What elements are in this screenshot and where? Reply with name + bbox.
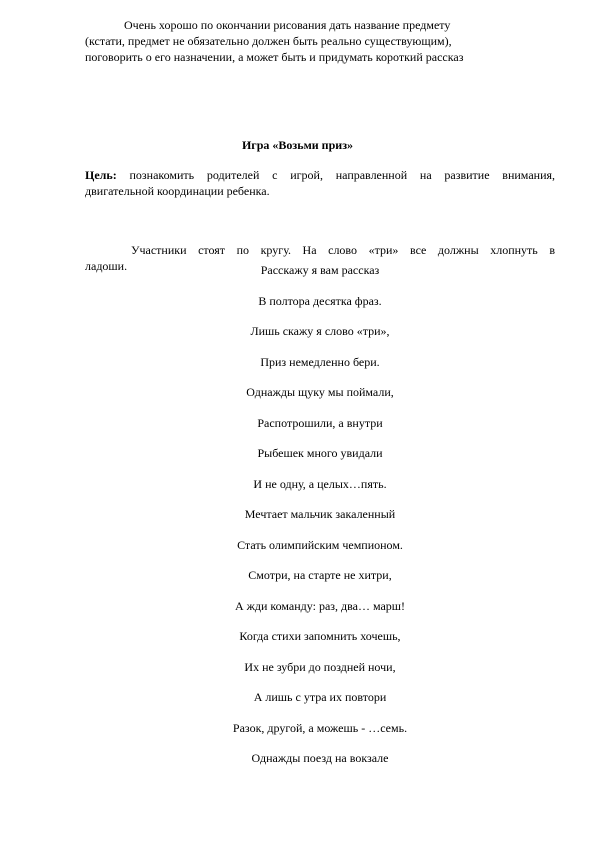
game-title: Игра «Возьми приз» [241, 138, 354, 152]
poem-line: Распотрошили, а внутри [257, 415, 383, 430]
rules-line: ладоши. [85, 259, 128, 273]
poem-line: Смотри, на старте не хитри, [248, 568, 392, 582]
goal-line [85, 167, 555, 183]
poem-line: И не одну, а целых…пять. [253, 476, 387, 491]
poem [0, 262, 595, 781]
goal-text: познакомить родителей с игрой, направленной на развитие внимания, [129, 168, 556, 182]
rules-line: Участники стоят по кругу. На слово «три» все должны хлопнуть в [131, 243, 555, 257]
goal-label: Цель: [85, 168, 117, 182]
poem-line: А жди команду: раз, два… марш! [234, 598, 406, 613]
goal-line: двигательной координации ребенка. [85, 184, 270, 198]
intro-line: поговорить о его назначении, а может быть и придумать короткий рассказ [85, 50, 464, 64]
poem-line: Рыбешек много увидали [257, 446, 383, 460]
intro-line: (кстати, предмет не обязательно должен быть реально существующим), [85, 34, 452, 48]
poem-line: Приз немедленно бери. [260, 354, 380, 369]
poem-line: А лишь с утра их повтори [253, 690, 387, 704]
poem-line: Стать олимпийским чемпионом. [237, 537, 403, 552]
poem-line: Однажды поезд на вокзале [251, 751, 389, 765]
goal-paragraph [85, 167, 555, 199]
intro-line: Очень хорошо по окончании рисования дать название предмету [124, 18, 451, 32]
intro-paragraph [85, 17, 525, 65]
poem-line: Когда стихи запомнить хочешь, [239, 629, 401, 643]
poem-line: Однажды щуку мы поймали, [246, 385, 394, 399]
poem-line: В полтора десятка фраз. [258, 293, 382, 308]
poem-line: Разок, другой, а можешь - …семь. [232, 720, 408, 735]
poem-line: Расскажу я вам рассказ [260, 263, 380, 277]
poem-line: Лишь скажу я слово «три», [250, 324, 390, 338]
poem-line: Их не зубри до поздней ночи, [244, 659, 396, 674]
poem-line: Мечтает мальчик закаленный [244, 507, 396, 521]
